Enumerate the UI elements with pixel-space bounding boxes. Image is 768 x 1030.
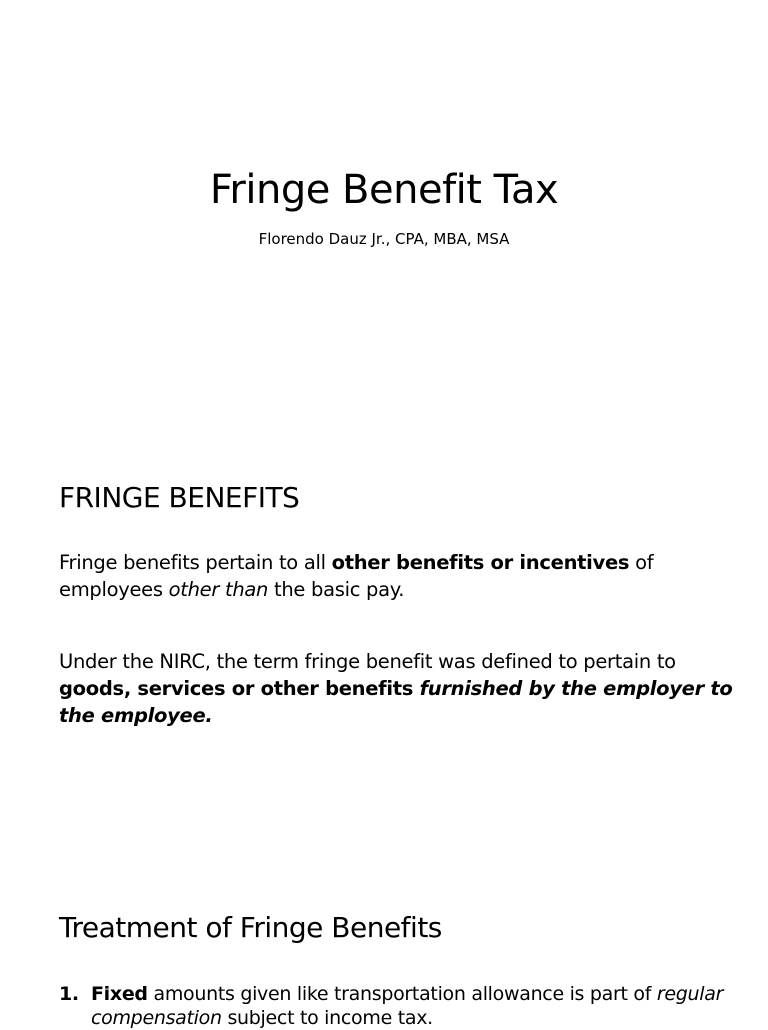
bold-italic-text: furnished by the employer to the employee. [59, 677, 733, 727]
treatment-slide [0, 852, 768, 1029]
treatment-list [59, 982, 759, 1030]
title-slide [0, 0, 768, 420]
text-run: of employees [59, 551, 654, 601]
bold-text: goods, services or other benefits [59, 677, 420, 700]
text-run: subject to income tax. [221, 1007, 433, 1029]
slide-heading: Treatment of Fringe Benefits [59, 911, 442, 944]
text-run: the basic pay. [268, 578, 405, 601]
list-number: 1. [59, 983, 79, 1005]
text-run: Under the NIRC, the term fringe benefit was defined to pertain to [59, 650, 676, 673]
text-run: amounts given like transportation allowance is part of [147, 983, 657, 1005]
italic-text: regular compensation [91, 983, 724, 1029]
fringe-benefits-slide [0, 420, 768, 852]
italic-text: other than [168, 578, 269, 601]
author-credit: Florendo Dauz Jr., CPA, MBA, MSA [258, 230, 510, 248]
bold-text: other benefits or incentives [331, 551, 630, 574]
list-item [59, 982, 759, 1030]
slide-heading: FRINGE BENEFITS [59, 481, 300, 514]
nirc-paragraph [59, 648, 749, 729]
definition-paragraph [59, 549, 749, 603]
bold-text: Fixed [91, 983, 148, 1005]
text-run: Fringe benefits pertain to all [59, 551, 332, 574]
presentation-title: Fringe Benefit Tax [209, 167, 559, 213]
